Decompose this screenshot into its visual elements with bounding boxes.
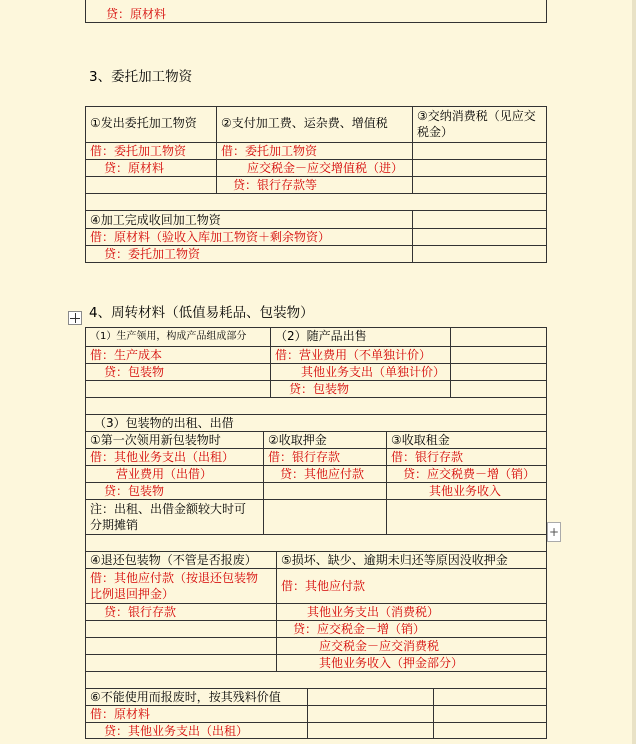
empty-cell (307, 723, 433, 739)
credit-packaging: 贷：包装物 (104, 365, 165, 379)
previous-table-fragment (85, 0, 547, 23)
note-line1: 注：出租、出借金额较大时可 (90, 502, 247, 516)
debit-raw-materials-scrap: 借：原材料 (90, 707, 151, 721)
vat-input-line: 应交税金－应交增值税（进） (216, 160, 412, 176)
empty-cell (86, 655, 276, 671)
credit-other-expense-rent: 贷：其他业务支出（出租） (104, 724, 249, 738)
table-row (86, 671, 546, 688)
return-line1: 借：其他应付款（按退还包装物 (90, 571, 259, 585)
table-row (86, 346, 546, 363)
empty-cell (412, 229, 546, 245)
empty-cell (450, 364, 546, 380)
credit-bank-deposit: 贷：银行存款等 (216, 177, 412, 193)
consumption-tax-payable: 应交税金－应交消费税 (276, 638, 546, 654)
credit-vat-output: 贷：应交税费－增（销） (386, 466, 546, 482)
empty-cell (307, 689, 433, 705)
table-row (86, 499, 546, 534)
table-row (86, 568, 546, 603)
empty-cell (412, 246, 546, 262)
empty-cell (450, 328, 546, 346)
table-row (86, 448, 546, 465)
debit-consigned: 借：委托加工物资 (90, 144, 187, 158)
table-row (86, 210, 546, 228)
add-column-button[interactable]: + (547, 522, 561, 542)
header-production-use: （1）生产领用，构成产品组成部分 (90, 331, 247, 342)
empty-cell (412, 211, 546, 228)
return-line2: 比例退回押金） (90, 587, 175, 601)
other-business-expense: 其他业务支出（单独计价） (270, 364, 450, 380)
credit-packaging-2: 贷：包装物 (270, 381, 450, 397)
table-row (86, 603, 546, 620)
table-row (86, 482, 546, 499)
table-row (86, 431, 546, 448)
table-row (86, 397, 546, 414)
header-send-materials: ①发出委托加工物资 (90, 116, 197, 130)
turnover-materials-table (85, 327, 547, 739)
table-move-handle-icon[interactable] (68, 311, 82, 325)
table-row (86, 142, 546, 159)
debit-other-payables-return (86, 569, 276, 603)
debit-operating-expense: 借：营业费用（不单独计价） (270, 347, 450, 363)
empty-cell (307, 706, 433, 722)
debit-other-payables: 借：其他应付款 (276, 569, 546, 603)
header-sold-with-product: （2）随产品出售 (270, 328, 450, 346)
empty-cell (450, 381, 546, 397)
table-row (86, 193, 546, 210)
table-row (86, 245, 546, 262)
table-row (86, 107, 546, 142)
debit-raw-materials-return: 借：原材料（验收入库加工物资＋剩余物资） (90, 230, 331, 244)
table-row (86, 705, 546, 722)
empty-cell (412, 160, 546, 176)
table-row (86, 637, 546, 654)
empty-cell (450, 347, 546, 363)
header-forfeit-deposit: ⑤损坏、缺少、逾期未归还等原因没收押金 (276, 552, 546, 568)
debit-production-cost: 借：生产成本 (90, 348, 163, 362)
empty-cell (433, 723, 546, 739)
debit-bank-deposit-2: 借：银行存款 (386, 449, 546, 465)
empty-cell (86, 621, 276, 637)
empty-cell (86, 638, 276, 654)
table-row (86, 620, 546, 637)
table-row (86, 328, 546, 346)
empty-cell (412, 143, 546, 159)
credit-packaging-3: 贷：包装物 (104, 484, 165, 498)
header-consumption-tax-line1: ③交纳消费税（见应交 (417, 109, 536, 123)
table-row (86, 159, 546, 176)
debit-bank-deposit: 借：银行存款 (263, 449, 386, 465)
page-edge (632, 0, 636, 744)
header-deposit: ②收取押金 (263, 432, 386, 448)
header-consumption-tax-line2: 税金） (417, 125, 454, 139)
table-row (86, 380, 546, 397)
header-first-use: ①第一次领用新包装物时 (90, 433, 221, 447)
table-row (86, 0, 546, 22)
debit-other-expense-rent: 借：其他业务支出（出租） (90, 450, 235, 464)
header-rent-lend: （3）包装物的出租、出借 (94, 416, 234, 430)
credit-raw-materials: 贷：原材料 (106, 7, 167, 21)
table-row (86, 465, 546, 482)
consigned-processing-table (85, 106, 547, 263)
empty-cell (386, 500, 546, 534)
table-row (86, 654, 546, 671)
credit-other-payables: 贷：其他应付款 (263, 466, 386, 482)
other-income-deposit: 其他业务收入（押金部分） (276, 655, 546, 671)
credit-vat-output-2: 贷：应交税金－增（销） (276, 621, 546, 637)
other-expense-consumption-tax: 其他业务支出（消费税） (276, 604, 546, 620)
empty-cell (86, 381, 270, 397)
credit-raw-materials-2: 贷：原材料 (104, 161, 165, 175)
other-business-income: 其他业务收入 (386, 483, 546, 499)
empty-cell (263, 483, 386, 499)
table-row (86, 176, 546, 193)
empty-cell (433, 706, 546, 722)
table-row (86, 722, 546, 739)
header-return-packaging: ④退还包装物（不管是否报废） (90, 553, 257, 567)
header-rent: ③收取租金 (386, 432, 546, 448)
note-line2: 分期摊销 (90, 518, 139, 532)
header-collect-materials: ④加工完成收回加工物资 (90, 213, 221, 227)
table-row (86, 551, 546, 568)
empty-cell (263, 500, 386, 534)
empty-cell (86, 177, 216, 193)
table-row (86, 228, 546, 245)
operating-expense-lend: 营业费用（出借） (116, 467, 213, 481)
header-pay-fees: ②支付加工费、运杂费、增值税 (216, 107, 412, 142)
table-row (86, 688, 546, 705)
empty-cell (433, 689, 546, 705)
table-row (86, 534, 546, 551)
credit-bank-deposit-2: 贷：银行存款 (104, 605, 177, 619)
section3-title: 3、委托加工物资 (89, 69, 193, 85)
table-row (86, 363, 546, 380)
section4-title: 4、周转材料（低值易耗品、包装物） (89, 305, 314, 321)
debit-consigned-2: 借：委托加工物资 (216, 143, 412, 159)
note-amortization (86, 500, 263, 534)
empty-cell (412, 177, 546, 193)
table-row (86, 414, 546, 431)
header-consumption-tax (412, 107, 546, 142)
header-scrap-value: ⑥不能使用而报废时，按其残料价值 (90, 690, 281, 704)
credit-consigned: 贷：委托加工物资 (104, 247, 201, 261)
